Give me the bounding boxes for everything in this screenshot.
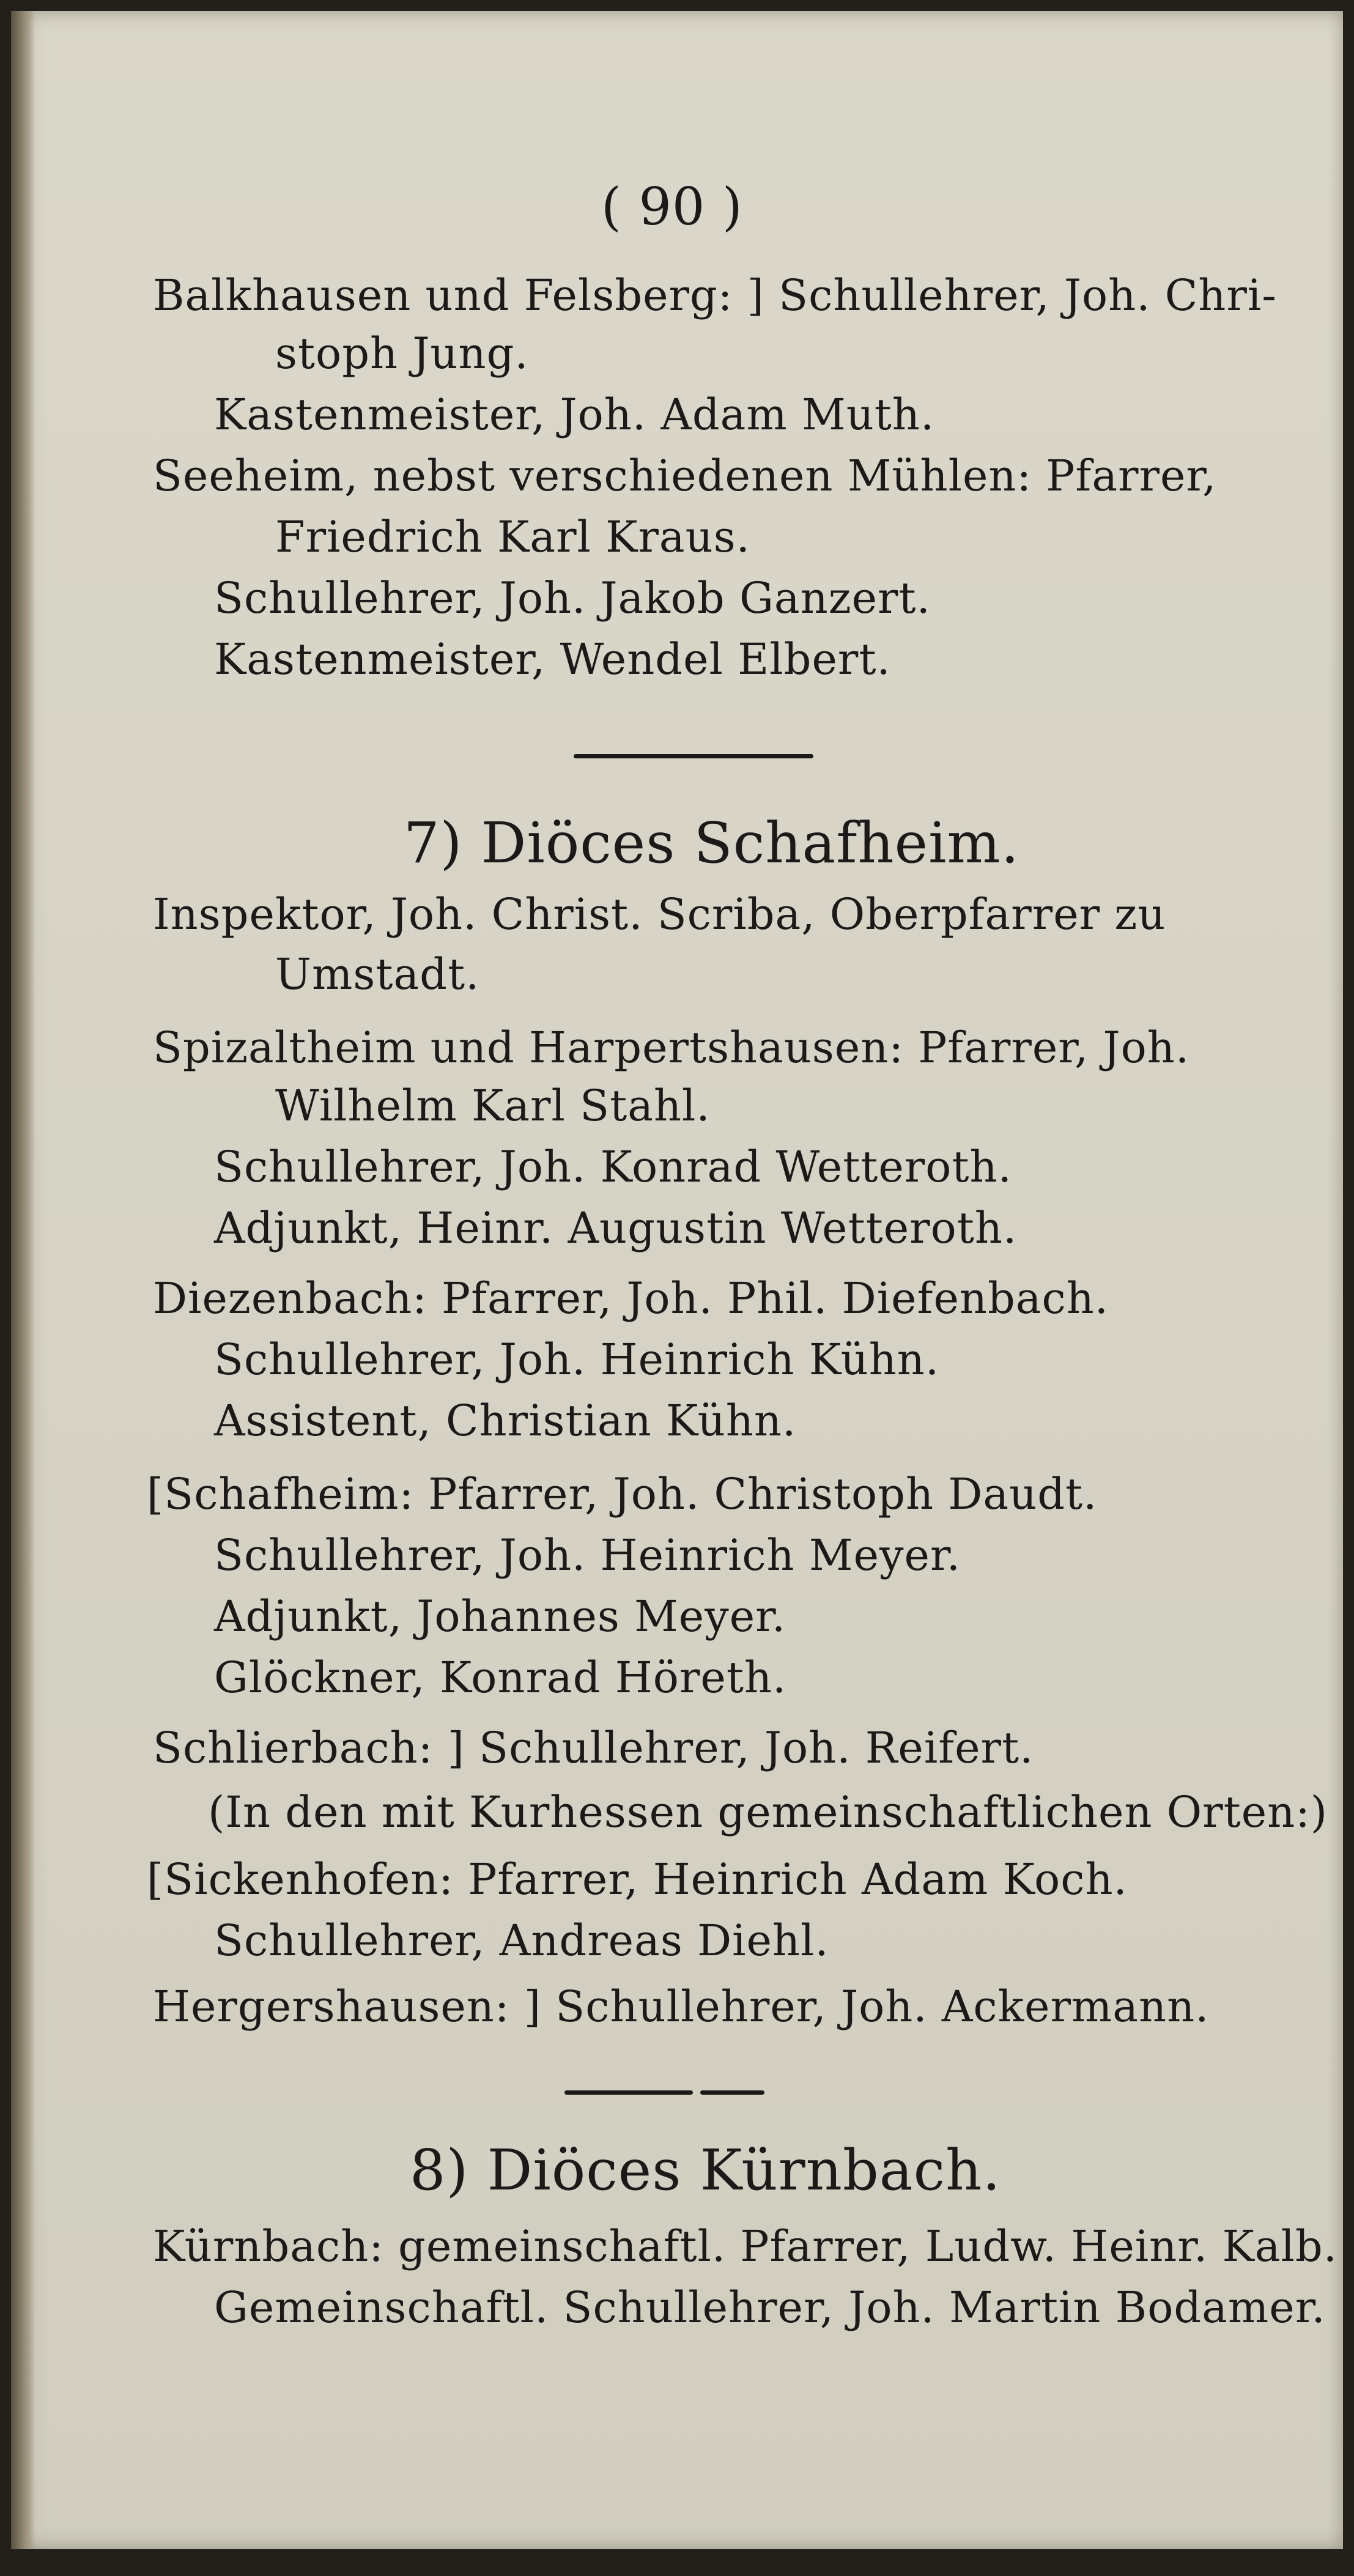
text-line: Inspektor, Joh. Christ. Scriba, Oberpfarrer zu <box>153 889 1166 939</box>
text-line: Seeheim, nebst verschiedenen Mühlen: Pfarrer, <box>153 451 1217 501</box>
text-line: Schullehrer, Andreas Diehl. <box>214 1915 829 1966</box>
page-number: ( 90 ) <box>601 177 743 237</box>
text-line: [Schafheim: Pfarrer, Joh. Christoph Daudt. <box>147 1469 1098 1519</box>
text-line: Wilhelm Karl Stahl. <box>275 1081 711 1131</box>
section-divider <box>564 2090 693 2095</box>
text-line: Hergershausen: ] Schullehrer, Joh. Ackermann. <box>153 1982 1210 2032</box>
text-line: Balkhausen und Felsberg: ] Schullehrer, Joh. Chri- <box>153 270 1277 320</box>
text-line: Kastenmeister, Joh. Adam Muth. <box>214 390 935 440</box>
text-line: Friedrich Karl Kraus. <box>275 512 750 562</box>
section-heading: 7) Diöces Schafheim. <box>404 810 1019 876</box>
text-line: Umstadt. <box>275 949 480 999</box>
text-line: Diezenbach: Pfarrer, Joh. Phil. Diefenbach. <box>153 1273 1109 1323</box>
text-line: Spizaltheim und Harpertshausen: Pfarrer, Joh. <box>153 1023 1190 1073</box>
text-line: (In den mit Kurhessen gemeinschaftlichen Orten:) <box>208 1787 1328 1837</box>
text-line: Kastenmeister, Wendel Elbert. <box>214 634 891 684</box>
text-line: Assistent, Christian Kühn. <box>214 1396 797 1446</box>
text-line: [Sickenhofen: Pfarrer, Heinrich Adam Koch. <box>147 1854 1128 1904</box>
text-line: Schlierbach: ] Schullehrer, Joh. Reifert. <box>153 1723 1034 1773</box>
text-line: Gemeinschaftl. Schullehrer, Joh. Martin Bodamer. <box>214 2282 1326 2333</box>
text-line: Schullehrer, Joh. Heinrich Meyer. <box>214 1530 961 1580</box>
text-line: Glöckner, Konrad Höreth. <box>214 1653 787 1703</box>
text-line: Schullehrer, Joh. Konrad Wetteroth. <box>214 1142 1012 1192</box>
text-line: Adjunkt, Heinr. Augustin Wetteroth. <box>214 1203 1018 1253</box>
section-heading: 8) Diöces Kürnbach. <box>410 2137 1001 2203</box>
text-line: Kürnbach: gemeinschaftl. Pfarrer, Ludw. Heinr. Kalb. <box>153 2221 1337 2271</box>
text-line: stoph Jung. <box>275 328 529 379</box>
section-divider <box>700 2090 764 2095</box>
text-line: Schullehrer, Joh. Jakob Ganzert. <box>214 573 931 623</box>
book-gutter <box>11 11 35 2549</box>
text-line: Adjunkt, Johannes Meyer. <box>214 1591 786 1641</box>
text-line: Schullehrer, Joh. Heinrich Kühn. <box>214 1334 940 1385</box>
section-divider <box>574 754 813 758</box>
book-page <box>11 11 1343 2549</box>
